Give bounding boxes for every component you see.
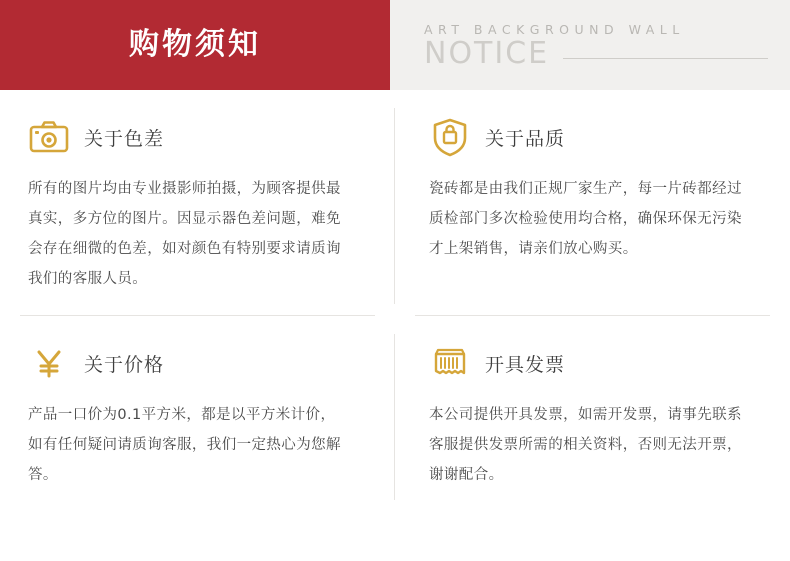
notice-block-body [28,400,349,490]
page-title: 购物须知 [129,27,261,62]
yuan-price-icon [28,342,70,384]
notice-block-price [0,316,395,512]
notice-block-text: 本公司提供开具发票，如需开发票，请事先联系客服提供发票所需的相关资料，否则无法开票，谢谢配合。 [429,407,742,483]
notice-block-header [28,342,349,384]
header-english-block [390,0,790,90]
header-title-en-row [424,35,790,71]
notice-grid [0,90,790,512]
header-divider-line [563,58,768,59]
page-header [0,0,790,90]
notice-block-header [429,116,756,158]
notice-block-quality [395,90,790,316]
notice-block-text: 所有的图片均由专业摄影师拍摄，为顾客提供最真实，多方位的图片。因显示器色差问题，难免会存在细微的色差，如对颜色有特别要求请质询我们的客服人员。 [28,181,341,287]
notice-block-title: 开具发票 [485,353,566,376]
notice-block-title: 关于品质 [485,127,566,150]
header-red-block [0,0,390,90]
notice-block-text: 瓷砖都是由我们正规厂家生产，每一片砖都经过质检部门多次检验使用均合格，确保环保无污染才上架销售，请亲们放心购买。 [429,181,742,257]
notice-block-text: 产品一口价为0.1平方米，都是以平方米计价，如有任何疑问请质询客服，我们一定热心为您解答。 [28,407,341,483]
notice-block-color-difference [0,90,395,316]
notice-block-invoice [395,316,790,512]
header-title-en: NOTICE [424,35,550,71]
notice-block-title: 关于价格 [84,353,165,376]
notice-block-header [429,342,756,384]
camera-icon [28,116,70,158]
notice-block-body [429,400,756,490]
header-subtitle-en: ART BACKGROUND WALL [424,21,685,37]
notice-block-body [429,174,756,264]
notice-block-title: 关于色差 [84,127,165,150]
notice-block-body [28,174,349,294]
invoice-icon [429,342,471,384]
notice-block-header [28,116,349,158]
quality-shield-icon [429,116,471,158]
